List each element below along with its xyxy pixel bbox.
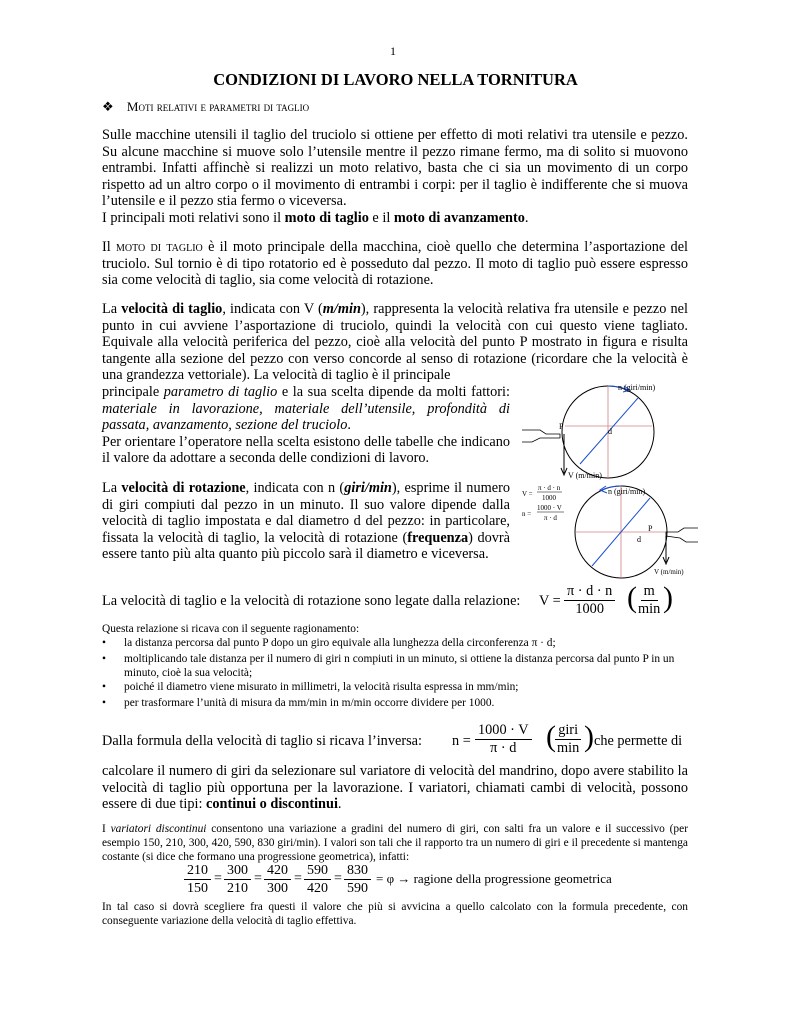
paragraph-text: I [102, 823, 111, 835]
bullet-icon: • [102, 637, 106, 649]
fig2-d-label: d [637, 535, 641, 544]
term-variatori-discontinui: variatori discontinui [110, 823, 207, 835]
bullet-icon: • [102, 681, 106, 693]
paragraph-text: , indicata con n ( [245, 480, 345, 496]
equals-sign: = [334, 871, 342, 886]
paragraph-text: . [347, 417, 351, 434]
paragraph-conclusion: In tal caso si dovrà scegliere fra questi il valore che più si avvicina a quello calcolato con la formula precedente, con conseguente variazione della velocità di taglio effettiva. [102, 901, 688, 927]
term-parametro-taglio: parametro di taglio [163, 384, 278, 400]
figure-rotation-speed [520, 480, 700, 580]
page-title: CONDIZIONI DI LAVORO NELLA TORNITURA [213, 70, 578, 89]
paragraph-text: Per orientare l’operatore nella scelta esistono delle tabelle che indicano il valore da adottare a seconda delle condizioni di lavoro. [102, 433, 510, 467]
paragraph-variatori-discontinui [102, 822, 688, 864]
paragraph-text: principale [102, 384, 164, 400]
term-velocita-rotazione: velocità di rotazione [121, 480, 246, 496]
paragraph-intro [102, 127, 688, 227]
list-item-text: per trasformare l’unità di misura da mm/min in m/min occorre dividere per 1000. [124, 697, 495, 709]
eq1-unit-den: min [638, 601, 661, 617]
ratio-den: 150 [187, 881, 208, 896]
unit-giri-min: giri/min [344, 480, 392, 496]
paragraph-text: Sulle macchine utensili il taglio del truciolo si ottiene per effetto di moti relativi tra utensile e pezzo. Su alcune macchine si muove solo l’utensile mentre il pezzo rimane fermo, ma di solito si muovono entrambi. Infatti affinchè si realizzi un moto relativo, basta che ci sia un movimento di un corpo rispetto ad un altro corpo o il movimento di entrambi i corpi: per il taglio è indifferente che si muova l’utensile e il pezzo stia fermo o viceversa. [102, 127, 688, 210]
ratio-num: 590 [304, 862, 331, 880]
ratio-den: 590 [347, 881, 368, 896]
ratio-den: 300 [267, 881, 288, 896]
fig1-p-label: P [559, 422, 564, 431]
paragraph-text: , indicata con V ( [222, 301, 323, 317]
paragraph-text: consentono una variazione a gradini del numero di giri, con salti fra un valore e il successivo (per esempio 150, 210, 300, 420, 590, 830 giri/min). I valori son tali che il rapporto tra un numero di giri e il precedente si mantenga costante (si dice che formano una progressione geometrica), infatti: [102, 823, 688, 863]
ratio-num: 210 [184, 862, 211, 880]
reasoning-intro: Questa relazione si ricava con il seguente ragionamento: [102, 623, 360, 635]
fig2-f1-lhs: V = [522, 490, 533, 498]
paragraph-text: ), rappresenta la velocità relativa fra utensile e pezzo nel punto in cui avviene l’asportazione di truciolo, quindi la velocità con cui questo viene tagliato. Equivale alla velocità periferica del pezzo, cioè alla velocità del punto P mostrato in figura e risulta tangente alla sezione del pezzo con verso concorde al senso di rotazione (ricordare che la velocità è una grandezza vettoriale). La velocità di taglio è il principale [102, 301, 688, 384]
relation-text: La velocità di taglio e la velocità di rotazione sono legate dalla relazione: [102, 593, 521, 609]
bullet-icon: • [102, 697, 106, 709]
left-paren: ( [627, 581, 637, 614]
term-fattori: materiale in lavorazione, materiale dell’utensile, profondità di passata, avanzamento, sezione del truciolo [102, 400, 510, 434]
paragraph-text: ), esprime il numero di giri compiuti dal pezzo in un minuto. Il suo valore dipende dalla velocità di taglio impostata e dal diametro d del pezzo: in particolare, fissata la velocità di taglio, la velocità di rotazione ( [102, 480, 510, 546]
paragraph-text: calcolare il numero di giri da selezionare sul variatore di velocità del mandrino, dopo avere stabilito la velocità di taglio più opportuna per la lavorazione. I variatori, chiamati cambi di velocità, possono essere di due tipi: [102, 763, 688, 813]
fig1-d-label: d [608, 427, 612, 436]
fig1-n-label: n (giri/min) [618, 383, 656, 392]
ratio-num: 300 [224, 862, 251, 880]
ratio-result: = φ → ragione della progressione geometrica [376, 871, 612, 886]
ratio-fraction [264, 862, 291, 897]
right-paren: ) [663, 581, 673, 614]
relation-line [102, 583, 688, 623]
ratio-num: 420 [264, 862, 291, 880]
ratio-num: 830 [344, 862, 371, 880]
paragraph-velocita-rotazione [102, 480, 510, 563]
tool-shape [522, 430, 560, 442]
paragraph-variatori [102, 763, 688, 813]
fig2-f1-num: π · d · n [538, 484, 561, 492]
eq1-denominator: 1000 [575, 601, 604, 617]
paragraph-text: e la sua scelta dipende da molti fattori: [277, 384, 511, 400]
equals-sign: = [214, 871, 222, 886]
eq1-unit-num: m [641, 583, 658, 601]
paragraph-velocita-taglio-cont [102, 384, 510, 467]
fig2-f1-den: 1000 [542, 494, 556, 502]
paragraph-text: . [337, 796, 342, 813]
section-heading [102, 99, 309, 115]
eq1-unit [635, 583, 663, 618]
paragraph-text: La [102, 480, 122, 496]
paragraph-text: ) dovrà essere tanto più alta quanto più piccolo sarà il diametro e viceversa. [102, 529, 511, 563]
paragraph-text: e il [368, 209, 394, 226]
left-paren: ( [546, 720, 556, 753]
eq2-lhs: n = [452, 733, 471, 749]
eq2-unit [554, 722, 582, 757]
ratio-fraction [184, 862, 211, 897]
eq1-fraction [564, 583, 615, 618]
paragraph-text: Il [102, 239, 117, 255]
bullet-icon: • [102, 653, 106, 665]
eq2-unit-num: giri [555, 722, 581, 740]
term-moto-taglio: moto di taglio [284, 209, 369, 226]
diamond-bullet-icon: ❖ [102, 99, 114, 114]
list-item-text: la distanza percorsa dal punto P dopo un giro equivale alla lunghezza della circonferenza π · d; [124, 637, 556, 649]
ratio-fraction [344, 862, 371, 897]
tool-shape [666, 528, 698, 542]
ratio-fraction [304, 862, 331, 897]
ratio-den: 420 [307, 881, 328, 896]
equals-sign: = [294, 871, 302, 886]
eq2-denominator: π · d [490, 740, 517, 756]
paragraph-text: è il moto principale della macchina, cioè quello che determina l’asportazione del truciolo. Sul tornio è di tipo rotatorio ed è posseduto dal pezzo. Il moto di taglio può essere espresso sia come velocità di taglio, sia come velocità di rotazione. [102, 239, 689, 289]
ratio-progression [184, 862, 644, 900]
term-velocita-taglio: velocità di taglio [121, 301, 223, 317]
eq2-numerator: 1000 · V [475, 722, 532, 740]
equals-sign: = [254, 871, 262, 886]
right-paren: ) [584, 720, 594, 753]
page-number: 1 [390, 44, 396, 58]
inverse-text: Dalla formula della velocità di taglio si ricava l’inversa: [102, 733, 422, 749]
eq2-unit-den: min [557, 740, 580, 756]
fig2-f2-den: π · d [544, 514, 557, 522]
paragraph-text: I principali moti relativi sono il [102, 209, 285, 226]
eq1-lhs: V = [539, 593, 561, 609]
fig2-f2-num: 1000 · V [537, 504, 562, 512]
term-frequenza: frequenza [407, 529, 469, 546]
term-continui-discontinui: continui o discontinui [206, 796, 338, 813]
figure-cutting-speed [520, 378, 700, 483]
paragraph-text: . [524, 209, 529, 226]
inverse-post-text: che permette di [594, 733, 683, 749]
term-moto-avanzamento: moto di avanzamento [393, 209, 525, 226]
term-moto-taglio-sc: moto di taglio [116, 239, 203, 255]
fig2-v-label: V (m/min) [654, 568, 684, 576]
list-item-text: moltiplicando tale distanza per il numero di giri n compiuti in un minuto, si ottiene la distanza percorsa dal punto P in un minuto, cioè la sua velocità; [124, 653, 675, 679]
unit-m-min: m/min [322, 301, 361, 317]
fig2-n-label: n (giri/min) [608, 487, 646, 496]
section-heading-text: Moti relativi e parametri di taglio [126, 99, 310, 114]
ratio-den: 210 [227, 881, 248, 896]
fig2-p-label: P [648, 524, 653, 533]
paragraph-text: La [102, 301, 122, 317]
ratio-fraction [224, 862, 251, 897]
eq1-numerator: π · d · n [564, 583, 615, 601]
paragraph-moto-taglio [102, 239, 688, 289]
list-item-text: poiché il diametro viene misurato in millimetri, la velocità risulta espressa in mm/min; [124, 681, 519, 693]
inverse-line [102, 721, 690, 763]
eq2-fraction [475, 722, 532, 757]
fig1-v-label: V (m/min) [568, 471, 602, 480]
fig2-f2-lhs: n = [522, 510, 532, 518]
paragraph-velocita-taglio [102, 301, 688, 384]
